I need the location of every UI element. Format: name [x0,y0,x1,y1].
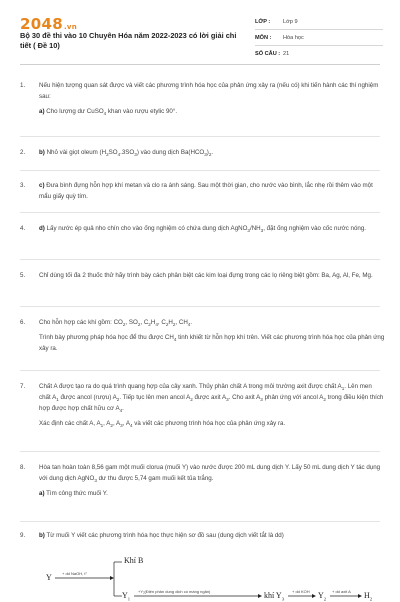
question-text: b) Từ muối Y viết các phương trình hóa học thực hiện sơ đồ sau (dung dịch viết tắt là dd) [39,532,284,539]
khi-y3-text: khí Y [264,591,282,600]
arrow2-label: +Y₂(Điện phân dung dịch có màng ngăn) [138,589,211,594]
question-number: 5. [20,272,26,279]
arrowhead [258,594,262,598]
question-divider [20,170,380,171]
question-item [20,80,385,117]
logo-text: 2048 [20,15,63,33]
khi-y3-label [264,591,284,600]
question-text: c) Đưa bình đựng hỗn hợp khí metan và clo ra ánh sáng. Sau một thời gian, cho nước vào bình, lắc nhẹ rồi thêm vào một mẩu giấy quỳ tím. [39,182,373,200]
y1-sub: 1 [127,596,131,602]
question-text: Hòa tan hoàn toàn 8,56 gam một muối clorua (muối Y) vào nước được 200 mL dung dịch Y. Lấy 50 mL dung dịch Y tác dụng với dung dịch AgNO$_3$ dư thu được 5,74 gam muối kết tủa trắng. a) Tìm công thức muối Y. [39,464,381,497]
question-number: 4. [20,225,26,232]
meta-value: Hóa học [283,34,304,41]
question-text: Chỉ dùng tối đa 2 thuốc thử hãy trình bày cách phân biệt các kim loại đựng trong các lọ riêng biệt gồm: Ba, Ag, Al, Fe, Mg. [39,272,373,279]
meta-row [255,30,383,46]
y2-text: Y [318,591,324,600]
y1-label [122,591,130,600]
logo-suffix: .vn [63,23,78,31]
h2-label [364,591,372,600]
question-item [20,317,385,354]
question-item [20,462,385,499]
question-divider [20,136,380,137]
meta-value: Lớp 9 [283,18,298,25]
question-item [20,530,385,541]
question-text: Nếu hiện tượng quan sát được và viết các phương trình hóa học của phản ứng xảy ra (nếu có) khi tiến hành các thí nghiệm sau: a) Cho lượng dư CuSO$_4$ khan vào rượu etylic 90°. [39,82,379,117]
question-text: Chất A được tạo ra do quá trình quang hợp của cây xanh. Thủy phân chất A trong môi trường axit được chất $A_1$. Lên men chất $A_1$ được ancol (rượu) $A_2$. Tiếp tục lên men ancol $A_2$ được axit $A_3$. Cho axit $A_3$ phản ứng với ancol $A_2$ trong điều kiện thích hợp được hợp chất hữu cơ $A_4$. Xác định các chất A, $A_1$, $A_2$, $A_3$, $A_4$ và viết các phương trình hóa học của phản ứng xảy ra. [39,383,384,429]
question-number: 3. [20,182,26,189]
document-title: Bộ 30 đề thi vào 10 Chuyên Hóa năm 2022-2023 có lời giải chi tiết ( Đề 10) [20,31,237,50]
question-divider [20,306,380,307]
question-number: 8. [20,464,26,471]
question-text: Cho hỗn hợp các khí gồm: $CO_2$, $SO_2$, $C_2H_4$, $C_2H_2$, $CH_4$. Trình bày phương pháp hóa học để thu được $CH_4$ tinh khiết từ hỗn hợp khí trên. Viết các phương trình hóa học của phản ứng xảy ra. [39,319,385,352]
question-number: 7. [20,383,26,390]
reaction-scheme [40,556,390,600]
h-sub: 2 [369,596,373,602]
question-number: 1. [20,82,26,89]
header-divider [20,64,380,65]
question-divider [20,370,380,371]
arrowhead [110,576,114,580]
arrow1-label: + dd NaOH, t° [62,571,88,576]
question-divider [20,212,380,213]
arrow4-label: + dd axit A [332,589,351,594]
khi-b-label: Khí B [124,556,144,565]
meta-row [255,46,383,61]
arrowhead [312,594,316,598]
question-text: d) Lấy nước ép quả nho chín cho vào ống nghiệm có chứa dung dịch $AgNO_3/NH_3$, đặt ống nghiệm vào cốc nước nóng. [39,225,366,234]
question-item [20,223,385,234]
question-divider [20,259,380,260]
question-item [20,270,385,281]
meta-label: MÔN : [255,34,272,41]
khi-y3-sub: 3 [281,596,284,602]
meta-label: SỐ CÂU : [255,50,281,57]
question-item [20,381,385,429]
question-number: 9. [20,532,26,539]
h-text: H [364,591,370,600]
arrowhead [358,594,362,598]
question-text: b) Nhỏ vài giọt oleum $(H_2SO_4.3SO_3)$ vào dung dịch $Ba(HCO_3)_2$. [39,149,214,158]
y1-text: Y [122,591,128,600]
question-divider [20,521,380,522]
question-number: 6. [20,319,26,326]
question-item [20,180,385,202]
question-divider [20,451,380,452]
meta-label: LỚP : [255,18,271,25]
question-number: 2. [20,149,26,156]
y2-label [318,591,326,600]
document-meta-table [255,14,383,61]
document-header [0,0,400,62]
y2-sub: 2 [323,596,327,602]
meta-row [255,14,383,30]
y-label: Y [46,573,52,582]
arrow3-label: + dd KOH [292,589,310,594]
meta-value: 21 [283,50,290,57]
question-item [20,147,385,158]
